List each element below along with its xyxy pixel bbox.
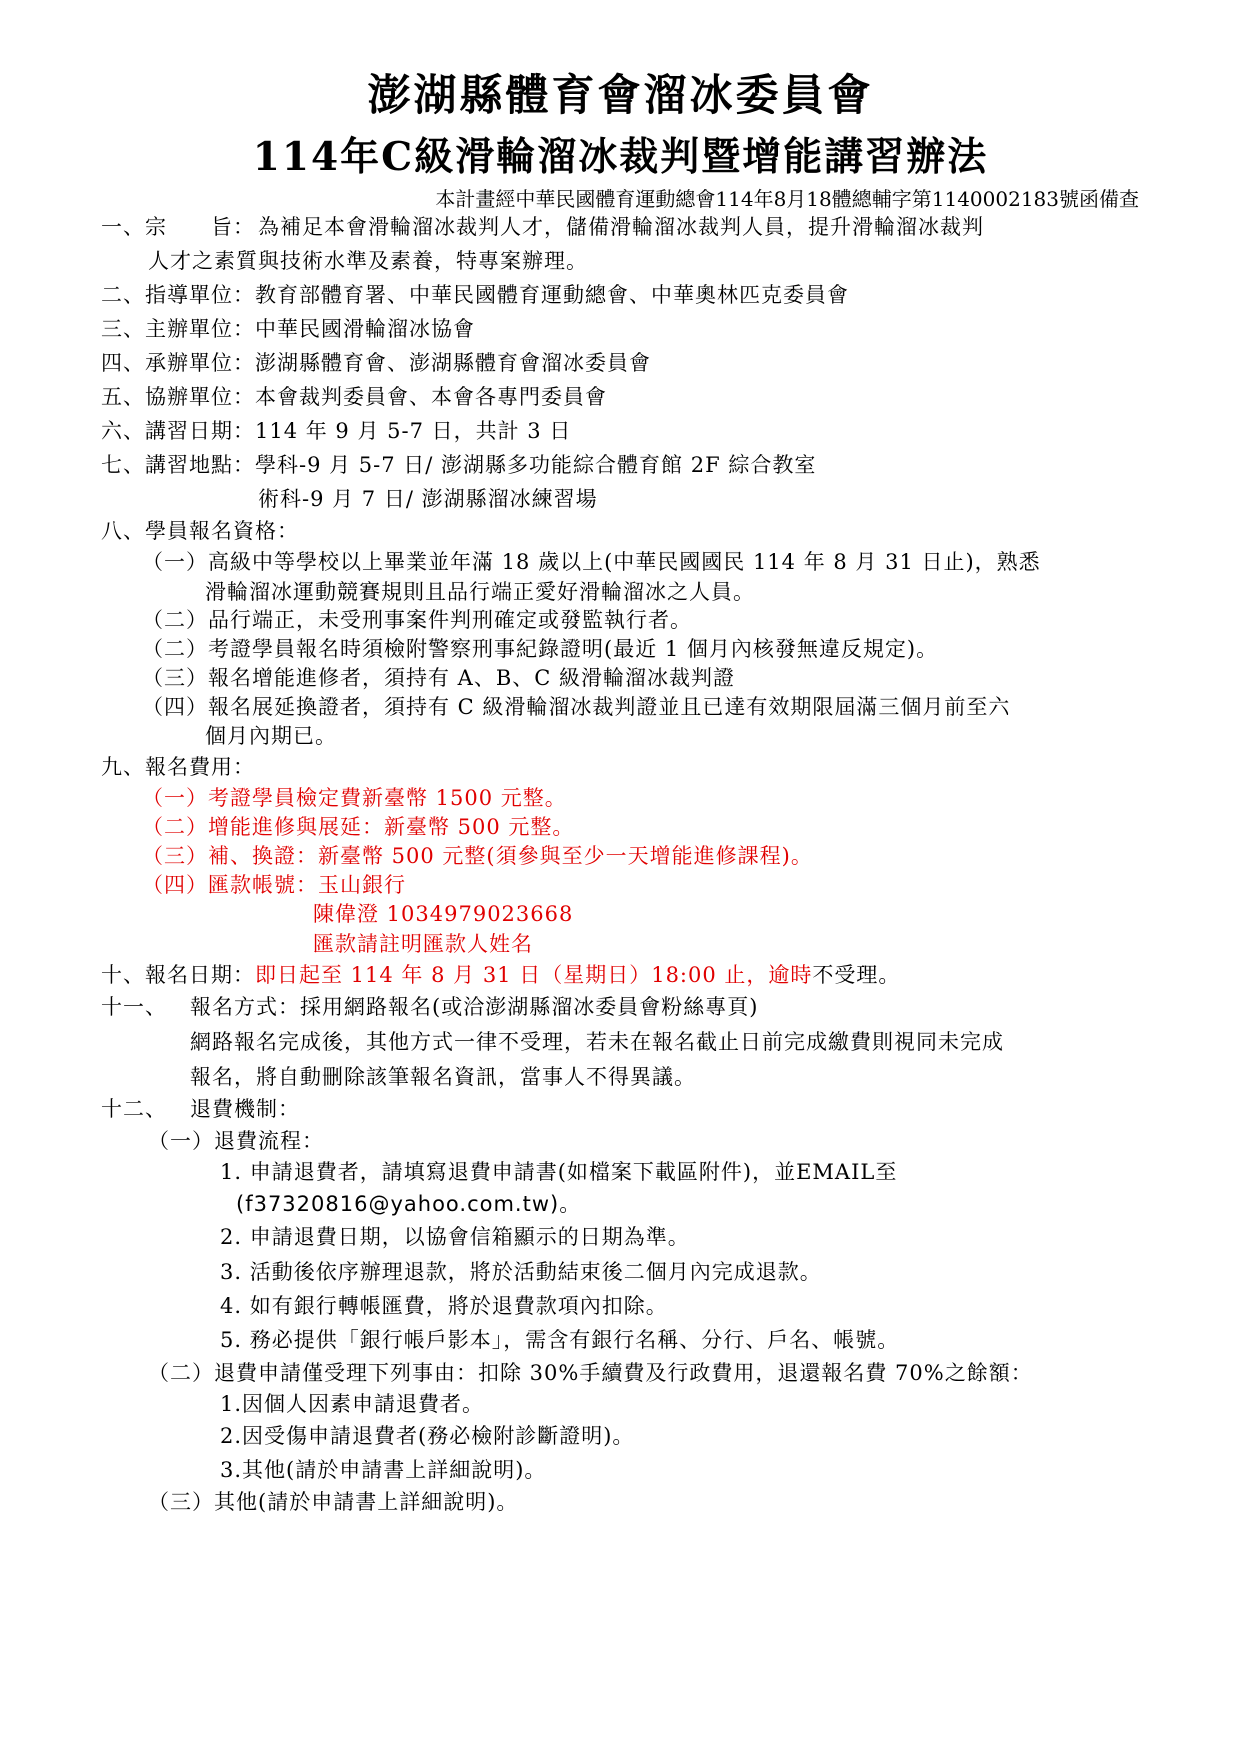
refund-step: 3. 活動後依序辦理退款，將於活動結束後二個月內完成退款。 [220,1260,822,1284]
section-purpose-text-2: 人才之素質與技術水準及素養，特專案辦理。 [148,249,588,273]
refund-reason: 3.其他(請於申請書上詳細說明)。 [220,1458,547,1482]
approval-note: 本計畫經中華民國體育運動總會114年8月18體總輔字第1140002183號函備查 [435,187,1139,211]
registration-date-tail: 不受理。 [812,963,901,987]
section-registration-date [101,959,900,989]
fee-item: （二）增能進修與展延：新臺幣 500 元整。 [142,815,575,839]
refund-step: 4. 如有銀行轉帳匯費，將於退費款項內扣除。 [220,1294,668,1318]
refund-conditions-heading: （二）退費申請僅受理下列事由：扣除 30%手續費及行政費用，退還報名費 70%之餘額： [148,1361,1033,1385]
eligibility-item: 個月內期已。 [205,724,337,748]
refund-email: (f37320816@yahoo.com.tw)。 [236,1192,582,1216]
fee-item: （四）匯款帳號：玉山銀行 [142,873,406,897]
fee-item: （三）補、換證：新臺幣 500 元整(須參與至少一天增能進修課程)。 [142,844,813,868]
refund-reason: 1.因個人因素申請退費者。 [220,1392,485,1416]
eligibility-item: （一）高級中等學校以上畢業並年滿 18 歲以上(中華民國國民 114 年 8 月 31 日止)，熟悉 [142,550,1041,574]
eligibility-item: （四）報名展延換證者，須持有 C 級滑輪溜冰裁判證並且已達有效期限屆滿三個月前至六 [142,695,1011,719]
section-purpose-label: 一、宗 旨： [101,215,255,239]
eligibility-item: 滑輪溜冰運動競賽規則且品行端正愛好滑輪溜冰之人員。 [205,580,755,604]
remittance-note: 匯款請註明匯款人姓名 [313,932,533,956]
section-refund-label: 十二、 [101,1097,167,1121]
eligibility-item: （二）考證學員報名時須檢附警察刑事紀錄證明(最近 1 個月內核發無違反規定)。 [142,637,939,661]
section-method-label: 十一、 [101,995,167,1019]
section-method-line-1: 報名方式：採用網路報名(或洽澎湖縣溜冰委員會粉絲專頁) [190,995,759,1019]
section-eligibility-label: 八、學員報名資格： [101,519,299,543]
page-title: 澎湖縣體育會溜冰委員會 [367,71,874,121]
refund-step: 2. 申請退費日期，以協會信箱顯示的日期為準。 [220,1225,690,1249]
section-venue-line-1: 七、講習地點：學科-9 月 5-7 日/ 澎湖縣多功能綜合體育館 2F 綜合教室 [101,453,817,477]
section-fees-label: 九、報名費用： [101,755,255,779]
section-method-line-2: 網路報名完成後，其他方式一律不受理，若未在報名截止日前完成繳費則視同未完成 [190,1030,1004,1054]
page-subtitle: 114年C級滑輪溜冰裁判暨增能講習辦法 [252,134,989,180]
refund-reason: 2.因受傷申請退費者(務必檢附診斷證明)。 [220,1424,635,1448]
fee-item: （一）考證學員檢定費新臺幣 1500 元整。 [142,786,567,810]
section-refund-title: 退費機制： [190,1097,300,1121]
refund-step: 1. 申請退費者，請填寫退費申請書(如檔案下載區附件)，並EMAIL至 [220,1160,898,1184]
section-organizer: 三、主辦單位：中華民國滑輪溜冰協會 [101,317,475,341]
section-purpose-text-1: 為補足本會滑輪溜冰裁判人才，儲備滑輪溜冰裁判人員，提升滑輪溜冰裁判 [258,215,984,239]
section-guidance: 二、指導單位：教育部體育署、中華民國體育運動總會、中華奧林匹克委員會 [101,283,849,307]
eligibility-item: （二）品行端正，未受刑事案件判刑確定或發監執行者。 [142,608,692,632]
registration-date-label: 十、報名日期： [101,963,255,987]
registration-date-value: 即日起至 114 年 8 月 31 日（星期日）18:00 止，逾時 [255,963,813,987]
refund-process-heading: （一）退費流程： [148,1129,324,1153]
section-method-line-3: 報名，將自動刪除該筆報名資訊，當事人不得異議。 [190,1065,696,1089]
refund-other: （三）其他(請於申請書上詳細說明)。 [148,1490,519,1514]
section-venue-line-2: 術科-9 月 7 日/ 澎湖縣溜冰練習場 [258,487,598,511]
bank-account: 陳偉澄 1034979023668 [313,902,574,926]
eligibility-item: （三）報名增能進修者，須持有 A、B、C 級滑輪溜冰裁判證 [142,666,736,690]
refund-step: 5. 務必提供「銀行帳戶影本」，需含有銀行名稱、分行、戶名、帳號。 [220,1328,900,1352]
section-dates: 六、講習日期：114 年 9 月 5-7 日，共計 3 日 [101,419,572,443]
section-co-organizer: 五、協辦單位：本會裁判委員會、本會各專門委員會 [101,385,607,409]
section-host: 四、承辦單位：澎湖縣體育會、澎湖縣體育會溜冰委員會 [101,351,651,375]
